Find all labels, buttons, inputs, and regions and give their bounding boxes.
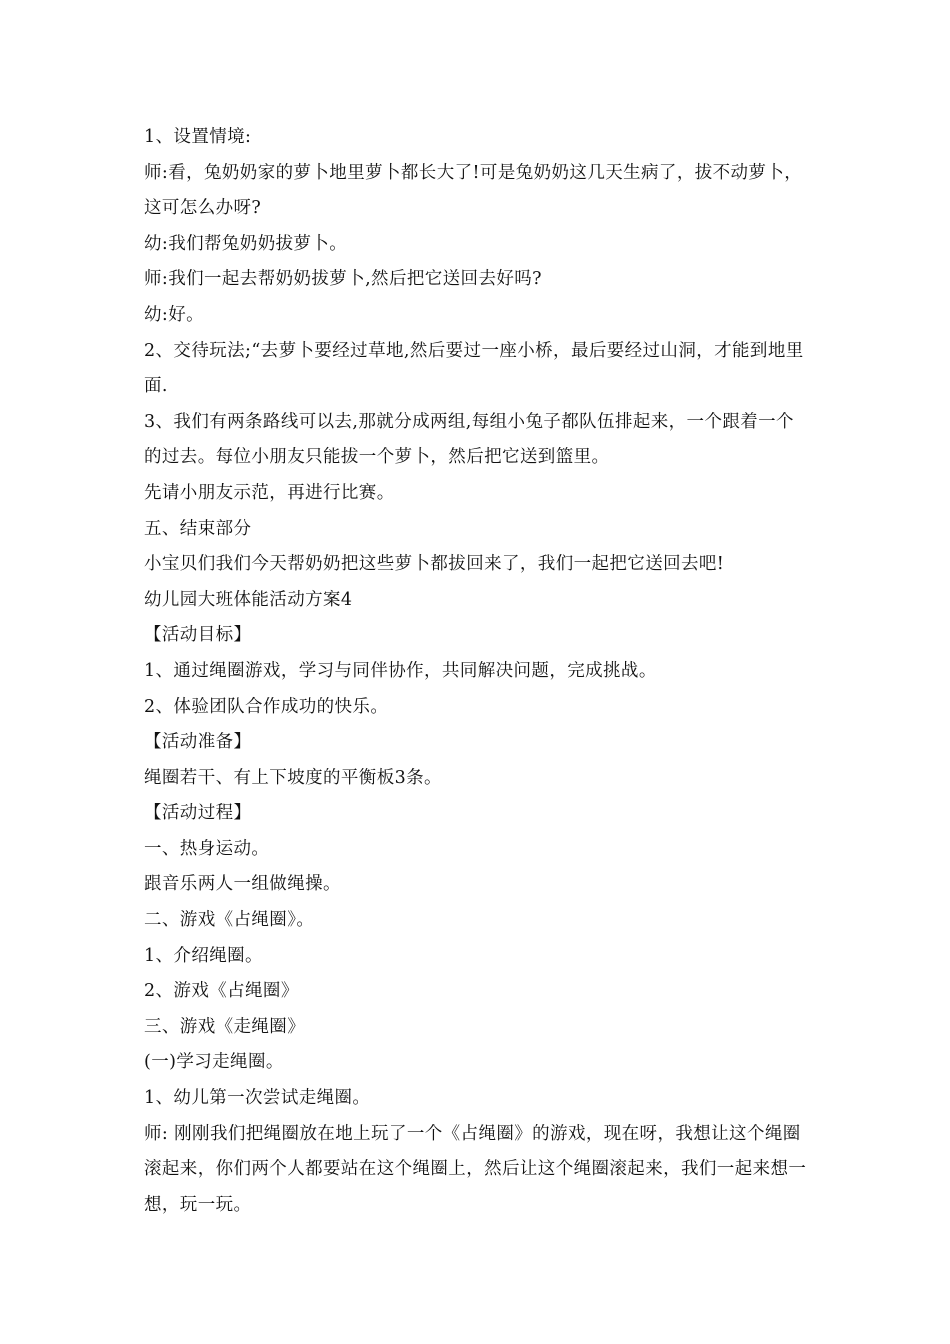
- paragraph: 1、设置情境:: [144, 127, 252, 147]
- paragraph: 2、体验团队合作成功的快乐。: [144, 696, 389, 717]
- section-heading: 五、结束部分: [144, 518, 252, 539]
- document-title: 幼儿园大班体能活动方案4: [144, 589, 353, 610]
- document-body: [144, 120, 810, 1223]
- paragraph: 1、通过绳圈游戏，学习与同伴协作，共同解决问题，完成挑战。: [144, 660, 657, 681]
- paragraph: (一)学习走绳圈。: [144, 1052, 284, 1073]
- paragraph: 师: 刚刚我们把绳圈放在地上玩了一个《占绳圈》的游戏，现在呀，我想让这个绳圈滚起来，你们两个人都要站在这个绳圈上，然后让这个绳圈滚起来，我们一起来想一想，玩一玩。: [144, 1123, 807, 1215]
- paragraph: 跟音乐两人一组做绳操。: [144, 874, 341, 895]
- paragraph: 绳圈若干、有上下坡度的平衡板3条。: [144, 767, 442, 788]
- paragraph: 2、游戏《占绳圈》: [144, 981, 299, 1002]
- section-heading: 【活动准备】: [144, 732, 252, 753]
- section-heading: 【活动目标】: [144, 625, 252, 646]
- paragraph: 小宝贝们我们今天帮奶奶把这些萝卜都拔回来了，我们一起把它送回去吧!: [144, 554, 725, 575]
- paragraph: 师:看，兔奶奶家的萝卜地里萝卜都长大了!可是兔奶奶这几天生病了，拔不动萝卜，这可怎么办呀?: [144, 162, 803, 219]
- paragraph: 1、幼儿第一次尝试走绳圈。: [144, 1088, 371, 1109]
- paragraph: 1、介绍绳圈。: [144, 945, 263, 966]
- paragraph: 先请小朋友示范，再进行比赛。: [144, 482, 395, 503]
- section-heading: 三、游戏《走绳圈》: [144, 1016, 306, 1037]
- section-heading: 一、热身运动。: [144, 838, 270, 859]
- section-heading: 【活动过程】: [144, 803, 252, 824]
- paragraph: 幼:好。: [144, 304, 204, 325]
- paragraph: 幼:我们帮兔奶奶拔萝卜。: [144, 233, 348, 254]
- paragraph: 2、交待玩法;“去萝卜要经过草地,然后要过一座小桥，最后要经过山洞，才能到地里面.: [144, 340, 804, 397]
- section-heading: 二、游戏《占绳圈》。: [144, 910, 315, 931]
- paragraph: 3、我们有两条路线可以去,那就分成两组,每组小兔子都队伍排起来，一个跟着一个的过去。每位小朋友只能拔一个萝卜，然后把它送到篮里。: [144, 411, 794, 468]
- paragraph: 师:我们一起去帮奶奶拔萝卜,然后把它送回去好吗?: [144, 269, 542, 290]
